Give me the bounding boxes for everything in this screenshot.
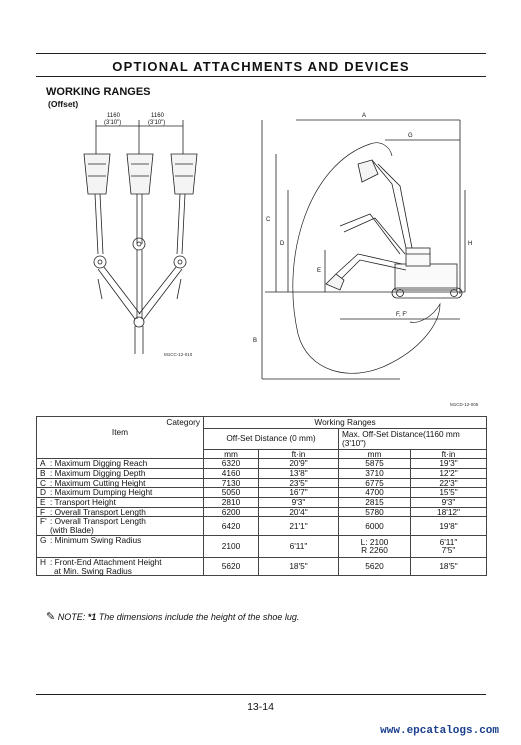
row-mm-1: 2815 <box>339 498 411 508</box>
left-figure-code: M1CC-12-010 <box>164 352 193 357</box>
row-ftin-1: 19'8" <box>411 517 487 535</box>
working-ranges-table <box>36 416 487 576</box>
working-range-figure <box>40 104 490 416</box>
note-mark: *1 <box>87 612 97 622</box>
row-letter: E <box>40 497 46 508</box>
row-ftin-0: 16'7" <box>259 488 339 498</box>
row-ftin-0: 6'11" <box>259 535 339 557</box>
row-mm-0: 6320 <box>204 459 259 469</box>
row-item-text: : Maximum Digging Depth <box>50 467 146 478</box>
footnote <box>46 610 299 623</box>
watermark: www.epcatalogs.com <box>380 725 499 737</box>
row-item-text: : Minimum Swing Radius <box>50 534 142 545</box>
row-item-text: : Overall Transport Length <box>50 516 146 527</box>
row-mm-1-left: L: 2100 <box>360 536 389 547</box>
row-ftin-1 <box>411 535 487 557</box>
right-figure-code: M1CD-12-005 <box>450 402 479 407</box>
row-mm-0: 4160 <box>204 468 259 478</box>
header-category: Category <box>37 417 204 429</box>
row-ftin-0: 18'5" <box>259 557 339 575</box>
dim-label-g: G <box>408 133 413 139</box>
header-unit-ftin-0: ft·in <box>259 449 339 459</box>
footer-rule <box>36 694 486 695</box>
row-letter: B <box>40 467 46 478</box>
header-item-label: Item <box>111 427 129 437</box>
row-mm-0: 2100 <box>204 535 259 557</box>
row-letter: F' <box>40 516 47 527</box>
row-item-text: : Transport Height <box>50 497 116 508</box>
page-number: 13-14 <box>247 701 274 713</box>
row-mm-1: 5620 <box>339 557 411 575</box>
dim-label-e: E <box>317 268 322 274</box>
header-offset-max <box>339 428 487 449</box>
row-ftin-0: 20'4" <box>259 507 339 517</box>
row-ftin-1: 15'5" <box>411 488 487 498</box>
dim-label-a: A <box>362 113 367 119</box>
dim-label-f: F, F' <box>396 312 408 318</box>
section-subtitle: (Offset) <box>48 99 79 109</box>
page-title: OPTIONAL ATTACHMENTS AND DEVICES <box>112 59 410 74</box>
header-unit-mm-0: mm <box>204 449 259 459</box>
row-item <box>37 535 204 557</box>
row-mm-1: 5875 <box>339 459 411 469</box>
row-item-text: : Maximum Digging Reach <box>50 458 148 469</box>
row-mm-1-right: R 2260 <box>361 545 388 556</box>
header-unit-mm-1: mm <box>339 449 411 459</box>
row-mm-1 <box>339 535 411 557</box>
header-rule-top <box>36 53 486 54</box>
row-ftin-1: 12'2" <box>411 468 487 478</box>
offset-dim-left-mm: 1160 <box>107 113 120 119</box>
row-letter: G <box>40 534 47 545</box>
row-mm-1: 6000 <box>339 517 411 535</box>
row-ftin-1: 18'5" <box>411 557 487 575</box>
row-item-text: : Maximum Dumping Height <box>50 487 153 498</box>
row-ftin-0: 9'3" <box>259 498 339 508</box>
row-ftin-0: 23'5" <box>259 478 339 488</box>
row-mm-0: 5620 <box>204 557 259 575</box>
row-ftin-1-left: 6'11" <box>439 536 458 547</box>
row-mm-0: 6420 <box>204 517 259 535</box>
side-view-drawing <box>262 120 465 379</box>
row-item-text-2: at Min. Swing Radius <box>54 565 132 576</box>
row-ftin-0: 21'1" <box>259 517 339 535</box>
row-letter: C <box>40 477 46 488</box>
table-row <box>37 557 487 575</box>
header-offset-max-line1: Max. Off-Set Distance(1160 mm <box>342 428 460 439</box>
row-item-text-2: (with Blade) <box>50 525 94 536</box>
row-mm-0: 6200 <box>204 507 259 517</box>
row-mm-1: 6775 <box>339 478 411 488</box>
table-header-row-2 <box>37 428 487 449</box>
row-letter: A <box>40 458 46 469</box>
dim-label-d: D <box>280 241 285 247</box>
row-mm-0: 2810 <box>204 498 259 508</box>
row-mm-1: 3710 <box>339 468 411 478</box>
row-ftin-0: 13'8" <box>259 468 339 478</box>
section-title: WORKING RANGES <box>46 86 151 98</box>
row-item-text: : Overall Transport Length <box>50 506 146 517</box>
header-unit-ftin-1: ft·in <box>411 449 487 459</box>
header-item <box>37 428 204 459</box>
row-item-text: : Maximum Cutting Height <box>50 477 146 488</box>
offset-dim-right-mm: 1160 <box>151 113 164 119</box>
row-item-text: : Front-End Attachment Height <box>50 556 162 567</box>
table-header-row-1 <box>37 417 487 429</box>
dim-label-b: B <box>253 338 258 344</box>
offset-dim-right-ftin: (3'10") <box>148 120 166 126</box>
row-ftin-1: 9'3" <box>411 498 487 508</box>
row-letter: H <box>40 556 46 567</box>
header-rule-bottom <box>36 76 486 77</box>
row-ftin-1-right: 7'5" <box>441 545 456 556</box>
note-text: The dimensions include the height of the shoe lug. <box>98 612 300 622</box>
row-ftin-1: 18'12" <box>411 507 487 517</box>
row-item <box>37 557 204 575</box>
row-item <box>37 517 204 535</box>
dim-label-c: C <box>266 217 271 223</box>
offset-dim-left-ftin: (3'10") <box>104 120 122 126</box>
row-mm-1: 4700 <box>339 488 411 498</box>
header-working-ranges: Working Ranges <box>204 417 487 429</box>
row-mm-1: 5780 <box>339 507 411 517</box>
row-ftin-1: 22'3" <box>411 478 487 488</box>
row-ftin-0: 20'9" <box>259 459 339 469</box>
row-mm-0: 7130 <box>204 478 259 488</box>
working-range-drawing <box>40 104 490 416</box>
row-mm-0: 5050 <box>204 488 259 498</box>
dim-label-h: H <box>468 241 473 247</box>
row-ftin-1: 19'3" <box>411 459 487 469</box>
header-offset-max-line2: (3'10") <box>342 437 366 448</box>
note-label: NOTE: <box>57 612 86 622</box>
row-letter: F <box>40 506 46 517</box>
table-row <box>37 535 487 557</box>
row-letter: D <box>40 487 46 498</box>
table-row <box>37 517 487 535</box>
header-offset-zero: Off-Set Distance (0 mm) <box>204 428 339 449</box>
note-pencil-icon: ✎ <box>46 611 56 623</box>
offset-attachment-drawing <box>84 120 197 354</box>
